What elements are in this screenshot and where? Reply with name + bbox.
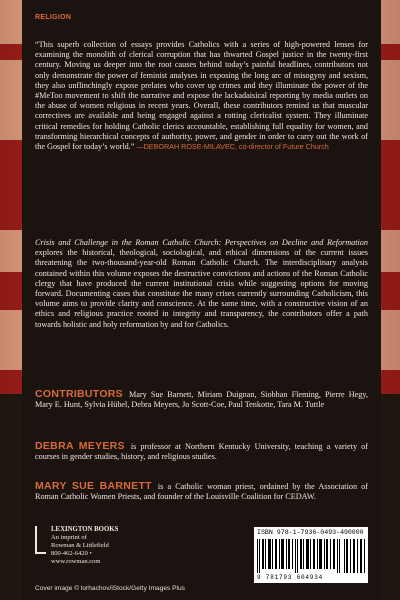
price-code: 90000 [344, 529, 364, 536]
cover-credit: Cover image © lorhachov/iStock/Getty Images Plus [35, 585, 185, 592]
editor-bio-text: is a Catholic woman priest, ordained by the Association of Roman Catholic Women Priests, and founder of the Louisville Coalition for CEDAW. [35, 482, 368, 502]
endorsement-quote [35, 40, 368, 152]
isbn-label: ISBN 978-1-7936-0493-4 [257, 529, 345, 536]
barcode-digits: 9 781793 604934 [257, 574, 324, 581]
barcode-bars-icon [257, 539, 341, 573]
category-label: RELIGION [35, 14, 72, 21]
editor-bio [35, 480, 368, 502]
quote-text: “This superb collection of essays provides Catholics with a series of high-powered lenses for examining the monolith of clerical corruption that has thwarted Gospel justice in the twenty-first century. Moving us deeper into the root causes behind today’s painful headlines, contributors not only demonstrate the power of feminist analyses in exposing the long arc of misogyny and sexism, they also unflinchingly expose prelates who cover up crimes and they illuminate the power of the #MeToo movement to shift the narrative and expose the lackadaisical reporting by media outlets on the abuse of women religious in recent years. Overall, these contributors remind us that muscular correctives are available and being engaged against a rotting clericalist system. They illuminate critical remedies for holding Catholic clerics accountable, establishing full equality for women, and transforming hierarchical concepts of authority, power, and gender in order to carry out the work of the Gospel for today’s world.” [35, 40, 368, 152]
editor-name: MARY SUE BARNETT [35, 480, 152, 492]
barcode [254, 527, 368, 583]
editor-bio [35, 440, 368, 462]
contributors-section [35, 388, 368, 410]
contributors-heading: CONTRIBUTORS [35, 388, 123, 400]
publisher-line2: Rowman & Littlefield [51, 542, 109, 549]
book-title: Crisis and Challenge in the Roman Catholic Church: Perspectives on Decline and Reformation [35, 238, 368, 247]
editor-name: DEBRA MEYERS [35, 440, 125, 452]
publisher-contact: 800-462-6420 • www.rowman.com [51, 550, 101, 565]
description-text: explores the historical, theological, sociological, and ethical dimensions of the current issues threatening the two-thousand-year-old Roman Catholic Church. The interdisciplinary analysis contained within this volume exposes the destructive convictions and actions of the Roman Catholic clergy that have produced the current institutional crisis while suggesting options for moving forward. Documenting cases that constitute the many crises currently surrounding Catholicism, this volume aims to provide clarity and conscience. At the same time, with a constructive vision of an ethics and religious practice rooted in integrity and transparency, the contributors offer a path towards holistic and holy reformation by and for Catholics. [35, 248, 368, 329]
quote-attribution: —DEBORAH ROSE-MILAVEC, co-director of Future Church [136, 142, 329, 152]
publisher-name: LEXINGTON BOOKS [51, 526, 119, 533]
contributors-list: Mary Sue Barnett, Miriam Duignan, Siobhan Fleming, Pierre Hegy, Mary E. Hunt, Sylvia Hübel, Debra Meyers, Jo Scott-Coe, Paul Tenkotte, Tara M. Tuttle [35, 390, 368, 410]
price-barcode-icon [344, 539, 366, 573]
publisher-info [51, 526, 141, 566]
lexington-logo-icon [35, 526, 46, 554]
publisher-logo [35, 526, 125, 570]
book-description [35, 238, 368, 330]
editor-bio-text: is professor at Northern Kentucky University, teaching a variety of courses in gender studies, history, and religious studies. [35, 442, 368, 462]
publisher-line1: An imprint of [51, 534, 87, 541]
